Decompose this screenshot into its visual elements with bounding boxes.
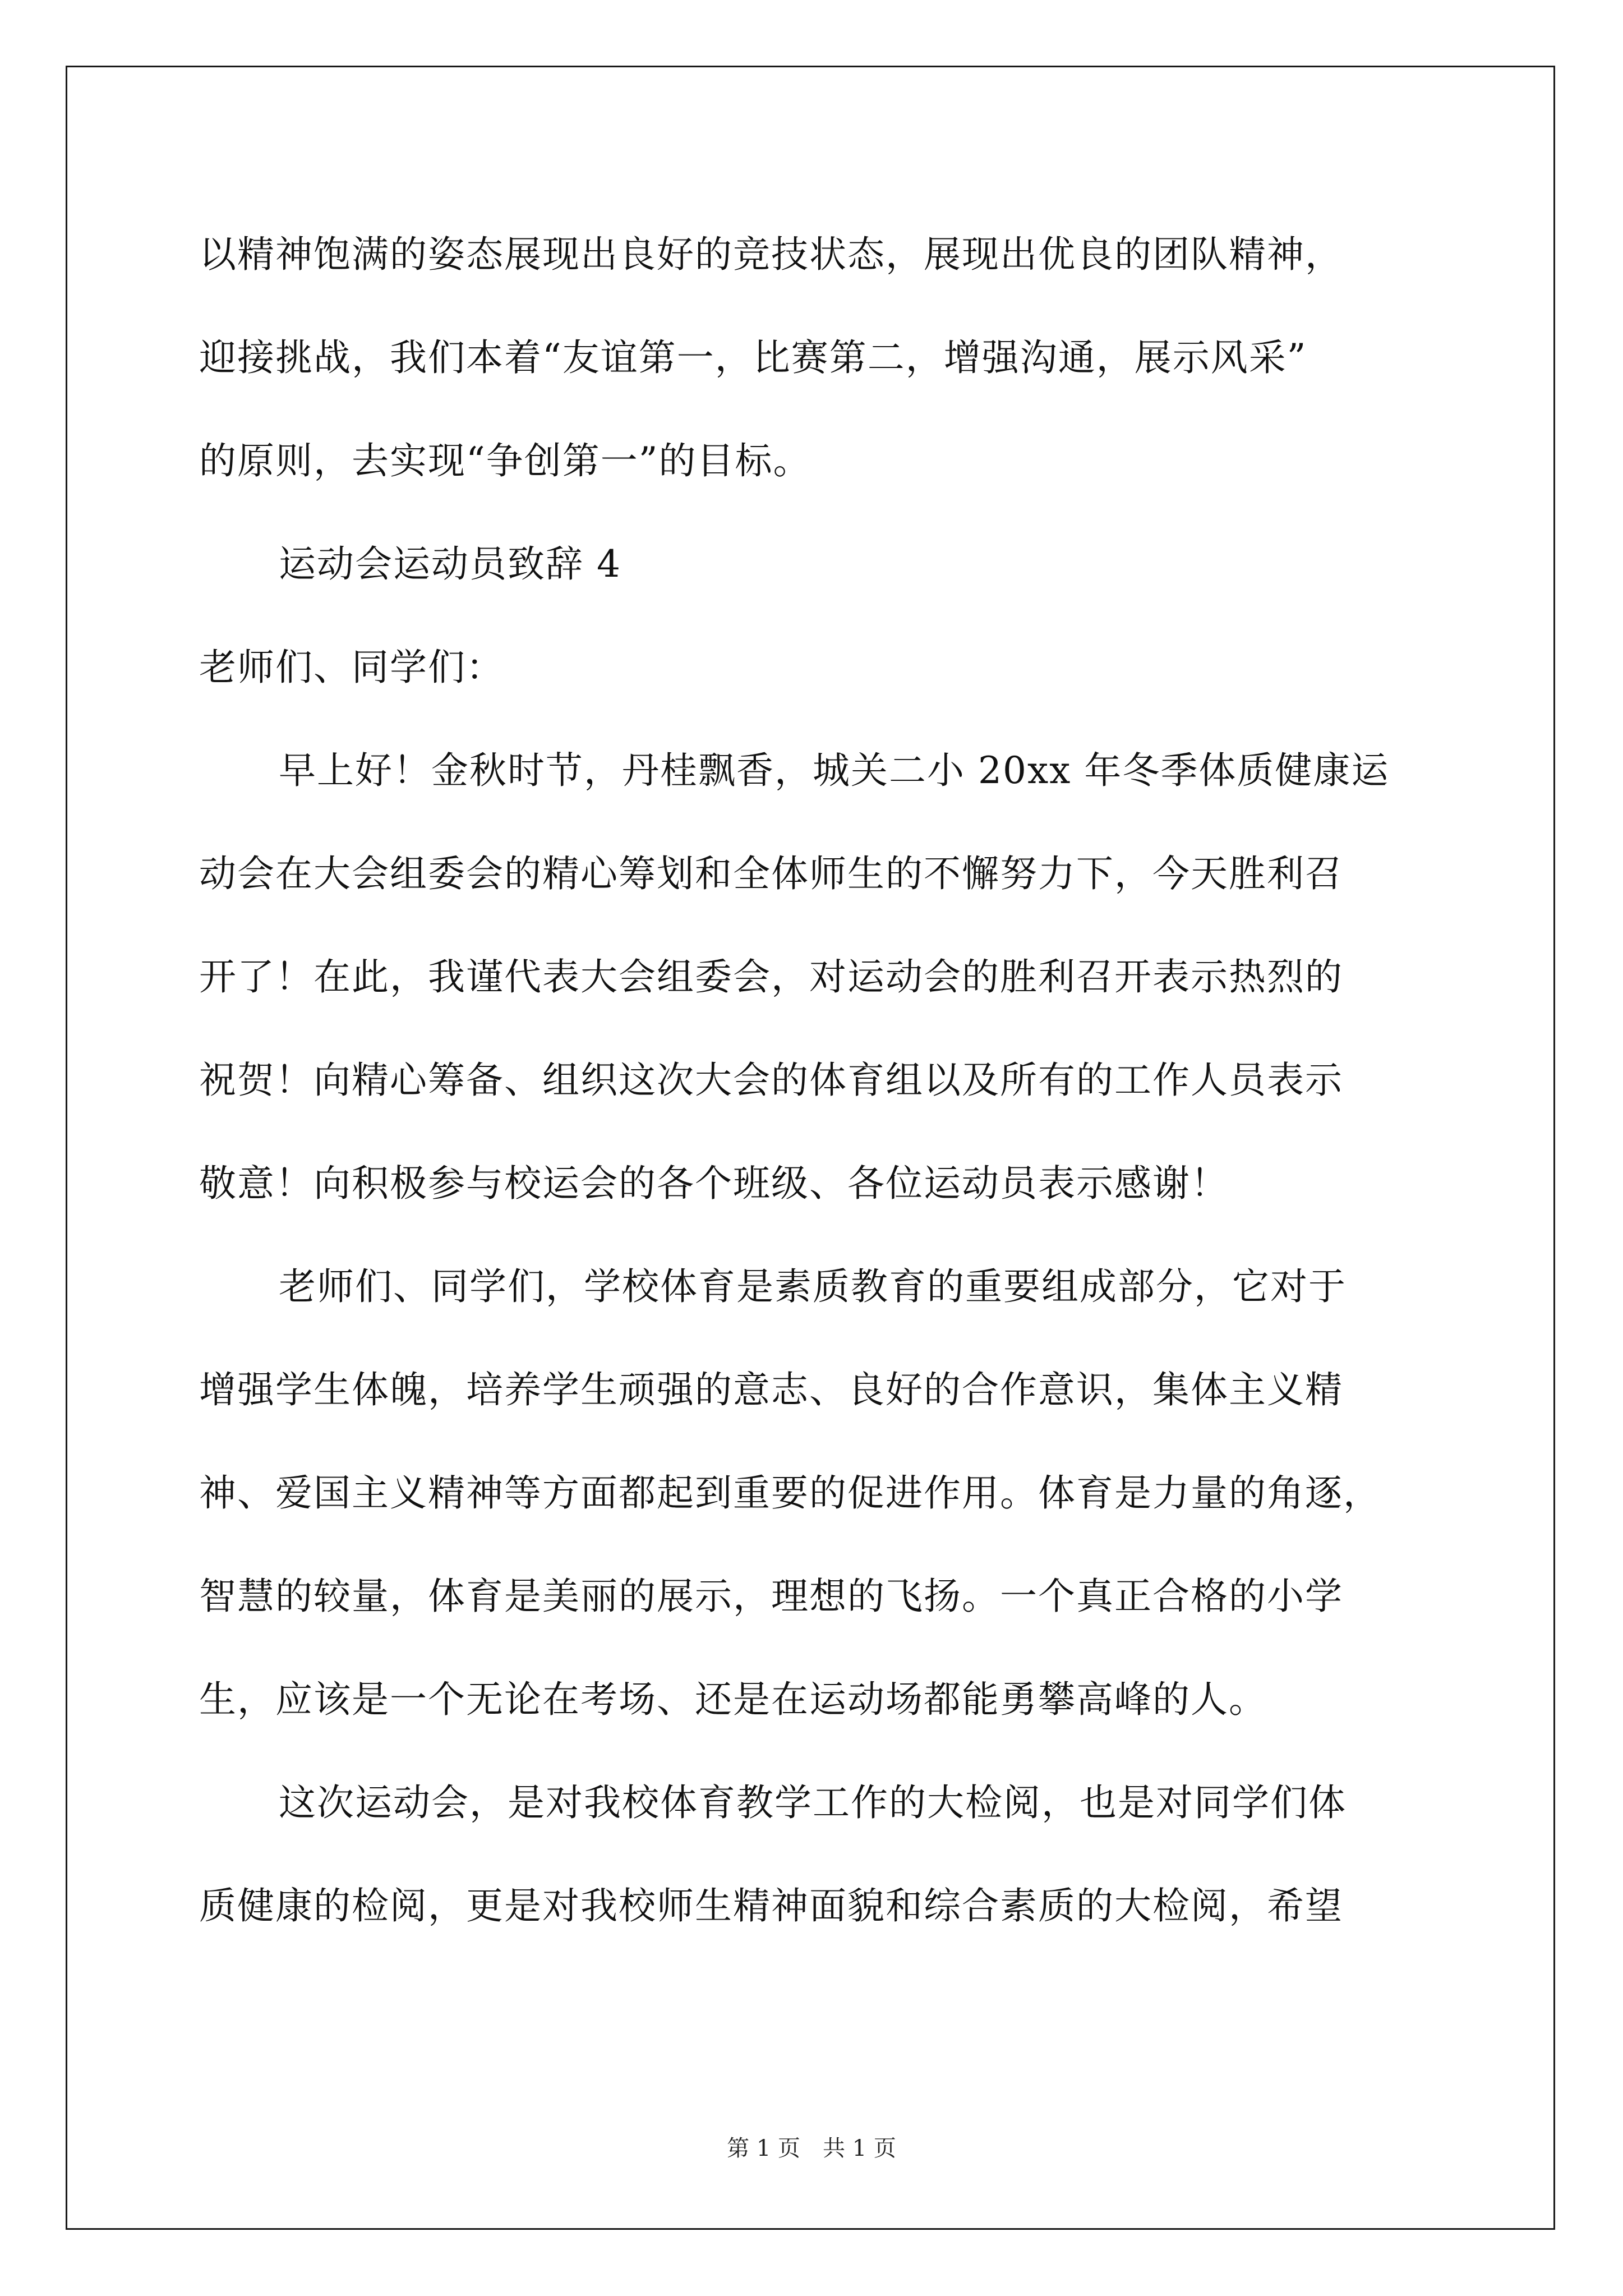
document-body [199, 203, 1433, 1958]
text-line: 这次运动会，是对我校体育教学工作的大检阅，也是对同学们体 [279, 1781, 1347, 1824]
text-line: 的原则，去实现“争创第一”的目标。 [199, 439, 811, 482]
text-line: 祝贺！向精心筹备、组织这次大会的体育组以及所有的工作人员表示 [199, 1059, 1343, 1102]
text-line: 生，应该是一个无论在考场、还是在运动场都能勇攀高峰的人。 [199, 1678, 1267, 1721]
section-heading: 运动会运动员致辞 4 [279, 542, 621, 586]
text-line: 质健康的检阅，更是对我校师生精神面貌和综合素质的大检阅，希望 [199, 1884, 1343, 1927]
salutation: 老师们、同学们： [199, 646, 504, 689]
page-footer [0, 2132, 1623, 2165]
text-line: 敬意！向积极参与校运会的各个班级、各位运动员表示感谢！ [199, 1162, 1229, 1205]
text-line: 智慧的较量，体育是美丽的展示，理想的飞扬。一个真正合格的小学 [199, 1575, 1343, 1618]
text-line: 迎接挑战，我们本着“友谊第一，比赛第二，增强沟通，展示风采” [199, 336, 1307, 379]
page-total: 共 1 页 [823, 2136, 896, 2161]
text-line: 神、爱国主义精神等方面都起到重要的促进作用。体育是力量的角逐， [199, 1471, 1381, 1515]
text-line: 开了！在此，我谨代表大会组委会，对运动会的胜利召开表示热烈的 [199, 955, 1343, 999]
text-line: 动会在大会组委会的精心筹划和全体师生的不懈努力下，今天胜利召 [199, 852, 1343, 895]
page-number: 第 1 页 [727, 2136, 800, 2161]
text-line: 老师们、同学们，学校体育是素质教育的重要组成部分，它对于 [279, 1265, 1347, 1308]
text-line: 增强学生体魄，培养学生顽强的意志、良好的合作意识，集体主义精 [199, 1368, 1343, 1411]
text-line: 早上好！金秋时节，丹桂飘香，城关二小 20xx 年冬季体质健康运 [279, 749, 1390, 792]
text-line: 以精神饱满的姿态展现出良好的竞技状态，展现出优良的团队精神， [199, 233, 1343, 276]
